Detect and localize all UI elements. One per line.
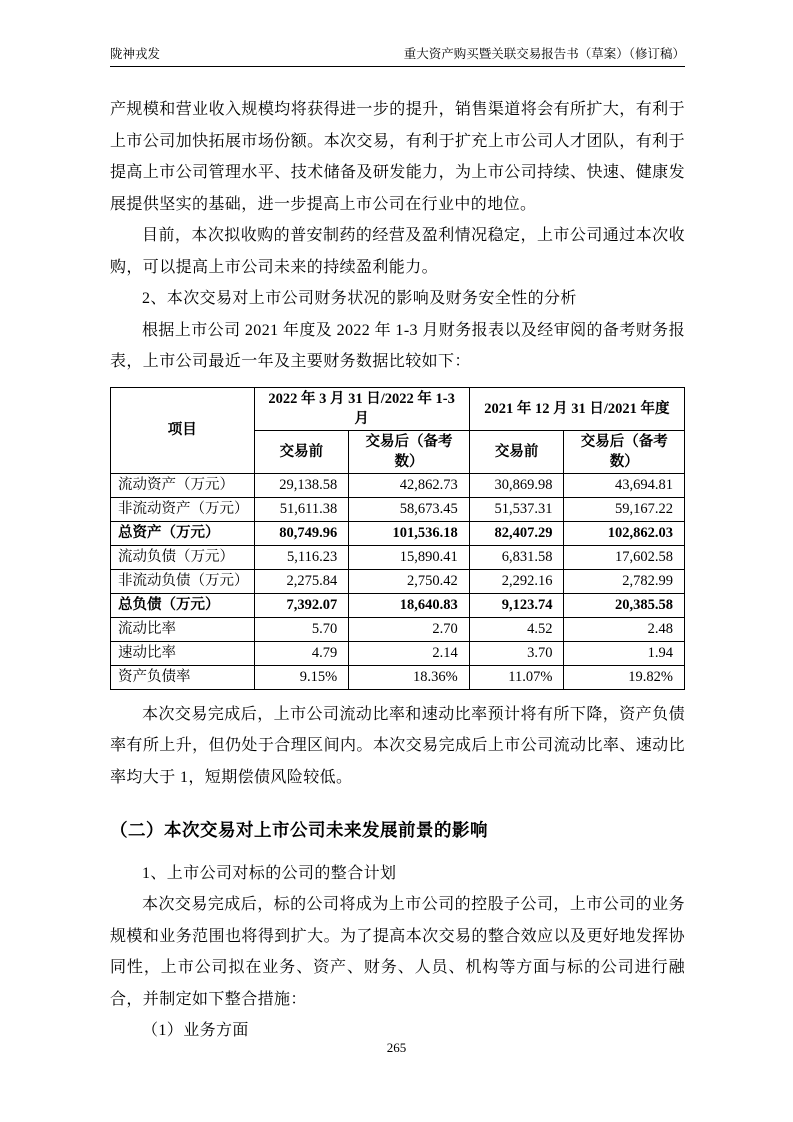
table-subheader-pre-2021: 交易前 [469, 430, 564, 473]
table-row-total-assets: 总资产（万元） 80,749.96 101,536.18 82,407.29 102,862.03 [111, 521, 685, 545]
table-subheader-pre-2022: 交易前 [254, 430, 349, 473]
paragraph-integration-detail: 本次交易完成后，标的公司将成为上市公司的控股子公司，上市公司的业务规模和业务范围也将得到扩大。为了提高本次交易的整合效应以及更好地发挥协同性，上市公司拟在业务、资产、财务、人员、机构等方面与标的公司进行融合，并制定如下整合措施： [110, 896, 685, 1008]
paragraph-profitability: 目前，本次拟收购的普安制药的经营及盈利情况稳定，上市公司通过本次收购，可以提高上市公司未来的持续盈利能力。 [110, 227, 685, 276]
table-row-noncurrent-liabilities: 非流动负债（万元） 2,275.84 2,750.42 2,292.16 2,782.99 [111, 569, 685, 593]
page-header [110, 46, 685, 62]
table-row-current-ratio: 流动比率 5.70 2.70 4.52 2.48 [111, 617, 685, 641]
paragraph-continuation: 产规模和营业收入规模均将获得进一步的提升，销售渠道将会有所扩大，有利于上市公司加快拓展市场份额。本次交易，有利于扩充上市公司人才团队，有利于提高上市公司管理水平、技术储备及研发能力，为上市公司持续、快速、健康发展提供坚实的基础，进一步提高上市公司在行业中的地位。 [110, 101, 685, 213]
table-group-header-2022: 2022 年 3 月 31 日/2022 年 1-3 月 [254, 387, 469, 430]
header-company-name: 陇神戎发 [110, 47, 161, 61]
table-group-header-row [111, 387, 685, 430]
subheading-integration-plan: 1、上市公司对标的公司的整合计划 [142, 864, 397, 882]
header-divider [110, 66, 685, 67]
table-head [111, 387, 685, 473]
document-body [110, 94, 685, 1047]
table-body [111, 473, 685, 689]
table-group-header-2021: 2021 年 12 月 31 日/2021 年度 [469, 387, 684, 430]
page-footer [0, 1040, 793, 1056]
header-report-title: 重大资产购买暨关联交易报告书（草案）（修订稿） [403, 47, 685, 61]
table-header-item: 项目 [111, 387, 255, 473]
financial-comparison-table [110, 387, 685, 690]
table-row-noncurrent-assets: 非流动资产（万元） 51,611.38 58,673.45 51,537.31 59,167.22 [111, 497, 685, 521]
table-row-current-liabilities: 流动负债（万元） 5,116.23 15,890.41 6,831.58 17,602.58 [111, 545, 685, 569]
paragraph-table-intro: 根据上市公司 2021 年度及 2022 年 1-3 月财务报表以及经审阅的备考财务报表，上市公司最近一年及主要财务数据比较如下： [110, 321, 685, 370]
subheading-financial-impact: 2、本次交易对上市公司财务状况的影响及财务安全性的分析 [142, 290, 577, 307]
table-row-total-liabilities: 总负债（万元） 7,392.07 18,640.83 9,123.74 20,385.58 [111, 593, 685, 617]
table-subheader-post-2021: 交易后（备考数） [564, 430, 685, 473]
subheading-business-aspect: （1）业务方面 [142, 1022, 249, 1039]
section-heading-future-prospects: （二）本次交易对上市公司未来发展前景的影响 [110, 820, 488, 840]
page-number: 265 [386, 1040, 407, 1055]
table-subheader-post-2022: 交易后（备考数） [349, 430, 470, 473]
table-row-quick-ratio: 速动比率 4.79 2.14 3.70 1.94 [111, 641, 685, 665]
paragraph-ratio-analysis: 本次交易完成后，上市公司流动比率和速动比率预计将有所下降，资产负债率有所上升，但仍处于合理区间内。本次交易完成后上市公司流动比率、速动比率均大于 1，短期偿债风险较低。 [110, 705, 685, 786]
table-row-current-assets: 流动资产（万元） 29,138.58 42,862.73 30,869.98 43,694.81 [111, 473, 685, 497]
table-row-debt-ratio: 资产负债率 9.15% 18.36% 11.07% 19.82% [111, 665, 685, 689]
